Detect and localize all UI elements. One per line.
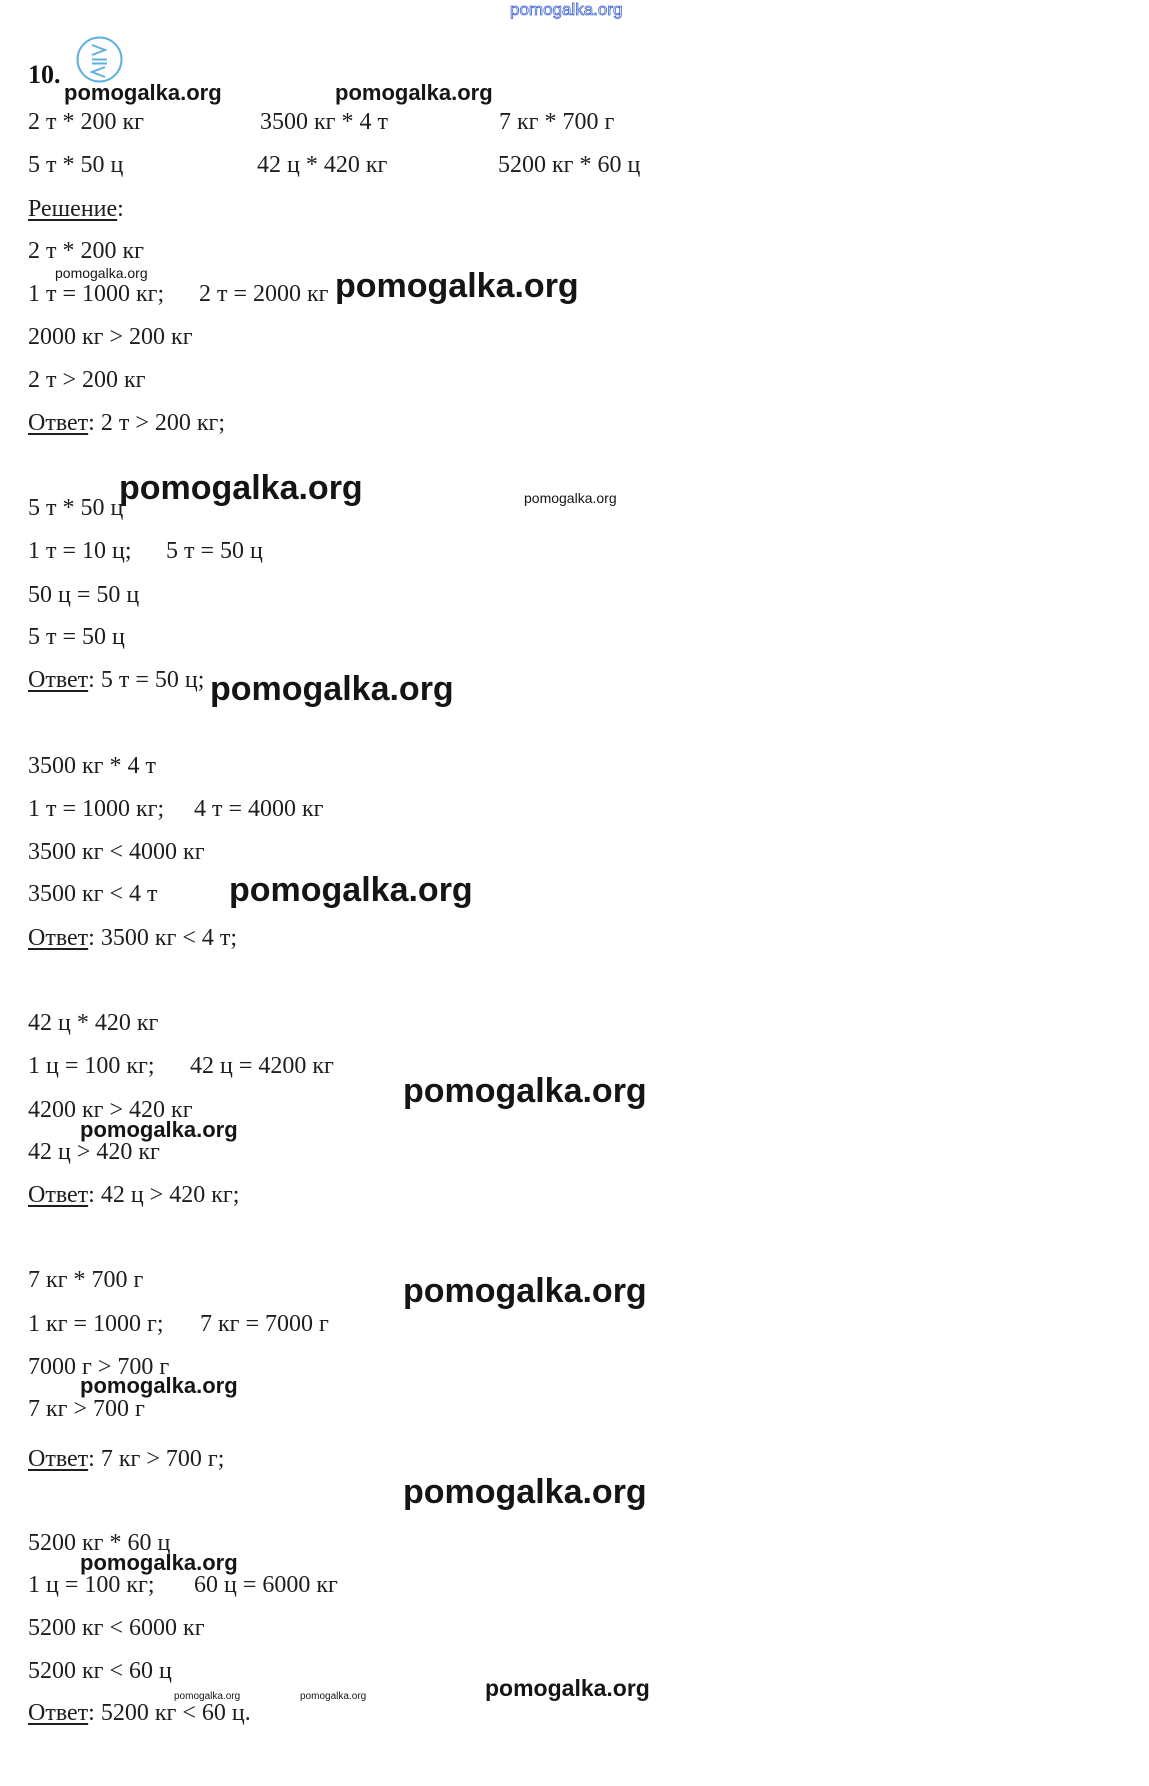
watermark: pomogalka.org [119,469,363,507]
watermark-top: pomogalka.org [510,0,623,19]
step-line: 5200 кг < 60 ц [28,1658,172,1684]
step-line: 5 т = 50 ц [28,624,125,650]
block-task: 5 т * 50 ц [28,495,124,521]
step-line: 50 ц = 50 ц [28,582,140,608]
watermark: pomogalka.org [64,80,222,105]
watermark: pomogalka.org [55,265,148,281]
block-task: 42 ц * 420 кг [28,1010,159,1036]
answer-line [28,1181,239,1209]
solution-label: Решение [28,196,118,222]
watermark: pomogalka.org [335,80,493,105]
conversion-right: 4 т = 4000 кг [194,796,324,822]
conversion-left: 1 т = 1000 кг; [28,281,165,307]
answer-line [28,1445,224,1473]
answer-label: Ответ [28,667,89,693]
answer-line [28,1699,251,1727]
block-task: 7 кг * 700 г [28,1267,144,1293]
answer-line [28,409,225,437]
step-line: 3500 кг < 4 т [28,881,158,907]
watermark: pomogalka.org [403,1072,647,1110]
conversion-right: 60 ц = 6000 кг [194,1572,338,1598]
step-line: 7000 г > 700 г [28,1354,170,1380]
answer-label: Ответ [28,1700,89,1726]
watermark: pomogalka.org [80,1550,238,1575]
watermark: pomogalka.org [403,1473,647,1511]
answer-label: Ответ [28,410,89,436]
watermark: pomogalka.org [524,490,617,506]
watermark: pomogalka.org [80,1117,238,1142]
compare-signs-icon [75,35,124,84]
conversion-right: 2 т = 2000 кг [199,281,329,307]
block-task: 3500 кг * 4 т [28,753,156,779]
conversion-left: 1 т = 10 ц; [28,538,132,564]
task-item: 42 ц * 420 кг [257,152,388,178]
watermark: pomogalka.org [403,1272,647,1310]
answer-label: Ответ [28,925,89,951]
problem-number: 10. [28,60,61,89]
step-line: 2000 кг > 200 кг [28,324,193,350]
task-item: 5200 кг * 60 ц [498,152,641,178]
step-line: 7 кг > 700 г [28,1396,145,1422]
answer-label: Ответ [28,1446,89,1472]
conversion-left: 1 ц = 100 кг; [28,1572,155,1598]
conversion-left: 1 ц = 100 кг; [28,1053,155,1079]
answer-text: : 3500 кг < 4 т; [88,925,238,951]
conversion-left: 1 кг = 1000 г; [28,1311,164,1337]
answer-line [28,666,204,694]
watermark: pomogalka.org [335,267,579,305]
answer-text: : 5200 кг < 60 ц. [88,1700,251,1726]
conversion-right: 7 кг = 7000 г [200,1311,329,1337]
answer-text: : 5 т = 50 ц; [88,667,205,693]
task-item: 5 т * 50 ц [28,152,124,178]
step-line: 4200 кг > 420 кг [28,1097,193,1123]
answer-text: : 7 кг > 700 г; [88,1446,225,1472]
block-task: 2 т * 200 кг [28,238,144,264]
watermark: pomogalka.org [229,871,473,909]
conversion-right: 42 ц = 4200 кг [190,1053,334,1079]
solution-suffix: : [117,196,124,222]
task-item: 7 кг * 700 г [499,109,615,135]
step-line: 42 ц > 420 кг [28,1139,160,1165]
block-task: 5200 кг * 60 ц [28,1530,171,1556]
conversion-left: 1 т = 1000 кг; [28,796,165,822]
answer-label: Ответ [28,1182,89,1208]
watermark: pomogalka.org [210,670,454,708]
step-line: 2 т > 200 кг [28,367,146,393]
watermark: pomogalka.org [300,1691,367,1702]
answer-line [28,924,237,952]
watermark: pomogalka.org [174,1691,241,1702]
solution-heading [28,195,124,223]
conversion-right: 5 т = 50 ц [166,538,263,564]
answer-text: : 42 ц > 420 кг; [88,1182,240,1208]
task-item: 2 т * 200 кг [28,109,144,135]
watermark: pomogalka.org [80,1373,238,1398]
step-line: 5200 кг < 6000 кг [28,1615,205,1641]
task-item: 3500 кг * 4 т [260,109,388,135]
watermark: pomogalka.org [485,1675,650,1701]
answer-text: : 2 т > 200 кг; [88,410,226,436]
step-line: 3500 кг < 4000 кг [28,839,205,865]
